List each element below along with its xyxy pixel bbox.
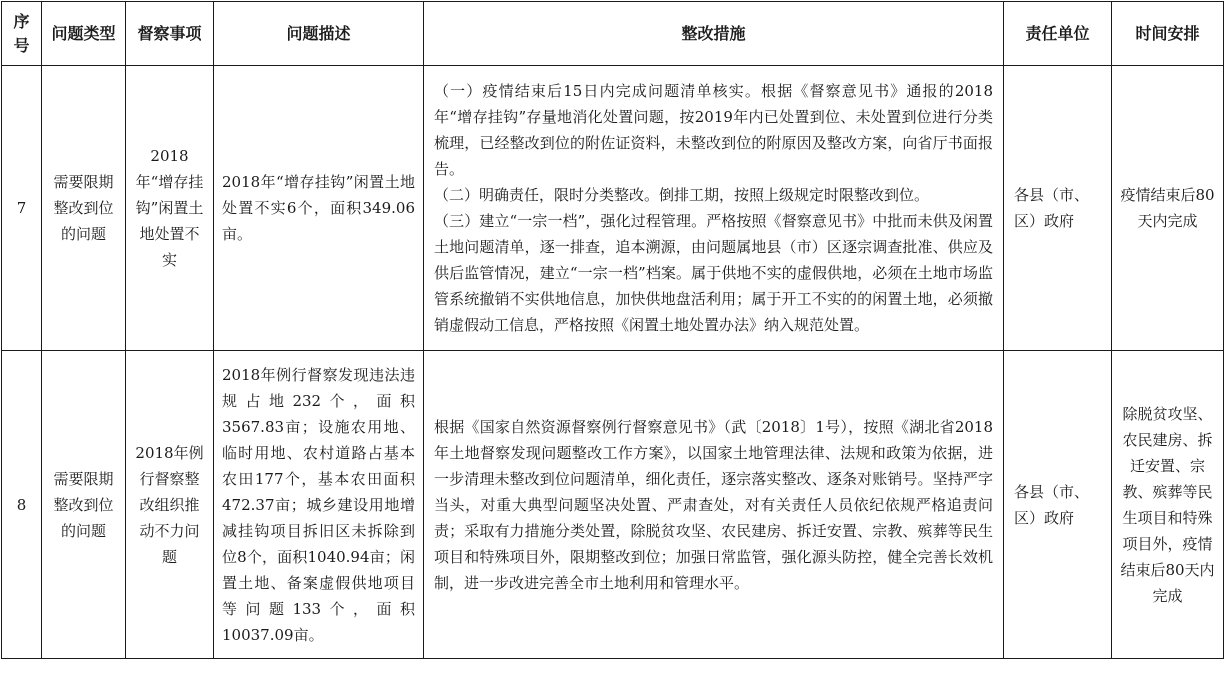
measure-paragraph: （二）明确责任，限时分类整改。倒排工期，按照上级规定时限整改到位。 xyxy=(434,186,930,204)
row-desc: 2018年例行督察发现违法违规占地232个，面积3567.83亩；设施农用地、临时用地、农村道路占基本农田177个，基本农田面积472.37亩；城乡建设用地增减挂钩项目拆旧区未拆除到位8个，面积1040.94亩；闲置土地、备案虚假供地项目等问题133个，面积10037.09亩。 xyxy=(214,351,424,659)
row-measures xyxy=(424,66,1004,351)
header-time: 时间安排 xyxy=(1112,2,1224,66)
measure-paragraph: （一）疫情结束后15日内完成问题清单核实。根据《督察意见书》通报的2018年“增存挂钩”存量地消化处置问题，按2019年内已处置到位、未处置到位进行分类梳理，已经整改到位的附佐证资料，未整改到位的附原因及整改方案，向省厅书面报告。 xyxy=(434,82,993,178)
header-unit: 责任单位 xyxy=(1004,2,1112,66)
row-num: 8 xyxy=(2,351,42,659)
row-unit: 各县（市、区）政府 xyxy=(1004,351,1112,659)
row-item: 2018年例行督察整改组织推动不力问题 xyxy=(126,351,214,659)
table-row xyxy=(2,66,1224,351)
row-type: 需要限期整改到位的问题 xyxy=(42,351,126,659)
header-measures: 整改措施 xyxy=(424,2,1004,66)
row-unit: 各县（市、区）政府 xyxy=(1004,66,1112,351)
table-row xyxy=(2,351,1224,659)
row-time: 除脱贫攻坚、农民建房、拆迁安置、宗教、殡葬等民生项目和特殊项目外，疫情结束后80天内完成 xyxy=(1112,351,1224,659)
row-time: 疫情结束后80天内完成 xyxy=(1112,66,1224,351)
header-type: 问题类型 xyxy=(42,2,126,66)
row-desc: 2018年“增存挂钩”闲置土地处置不实6个，面积349.06亩。 xyxy=(214,66,424,351)
measure-paragraph: 根据《国家自然资源督察例行督察意见书》（武〔2018〕1号），按照《湖北省2018年土地督察发现问题整改工作方案》，以国家土地管理法律、法规和政策为依据，进一步清理未整改到位问题清单，细化责任，逐宗落实整改、逐条对账销号。坚持严字当头，对重大典型问题坚决处置、严肃查处，对有关责任人员依纪依规严格追责问责；采取有力措施分类处置，除脱贫攻坚、农民建房、拆迁安置、宗教、殡葬等民生项目和特殊项目外，限期整改到位；加强日常监管，强化源头防控，健全完善长效机制，进一步改进完善全市土地利用和管理水平。 xyxy=(434,417,993,592)
header-desc: 问题描述 xyxy=(214,2,424,66)
row-measures xyxy=(424,351,1004,659)
row-num: 7 xyxy=(2,66,42,351)
header-item: 督察事项 xyxy=(126,2,214,66)
measure-paragraph: （三）建立“一宗一档”，强化过程管理。严格按照《督察意见书》中批而未供及闲置土地问题清单，逐一排查，追本溯源，由问题属地县（市）区逐宗调查批准、供应及供后监管情况，建立“一宗一档”档案。属于供地不实的虚假供地，必须在土地市场监管系统撤销不实供地信息，加快供地盘活利用；属于开工不实的的闲置土地，必须撤销虚假动工信息，严格按照《闲置土地处置办法》纳入规范处置。 xyxy=(434,212,993,334)
row-item: 2018 年“增存挂钩”闲置土地处置不实 xyxy=(126,66,214,351)
row-type: 需要限期整改到位的问题 xyxy=(42,66,126,351)
header-num: 序号 xyxy=(2,2,42,66)
rectification-table xyxy=(1,1,1224,659)
header-row xyxy=(2,2,1224,66)
